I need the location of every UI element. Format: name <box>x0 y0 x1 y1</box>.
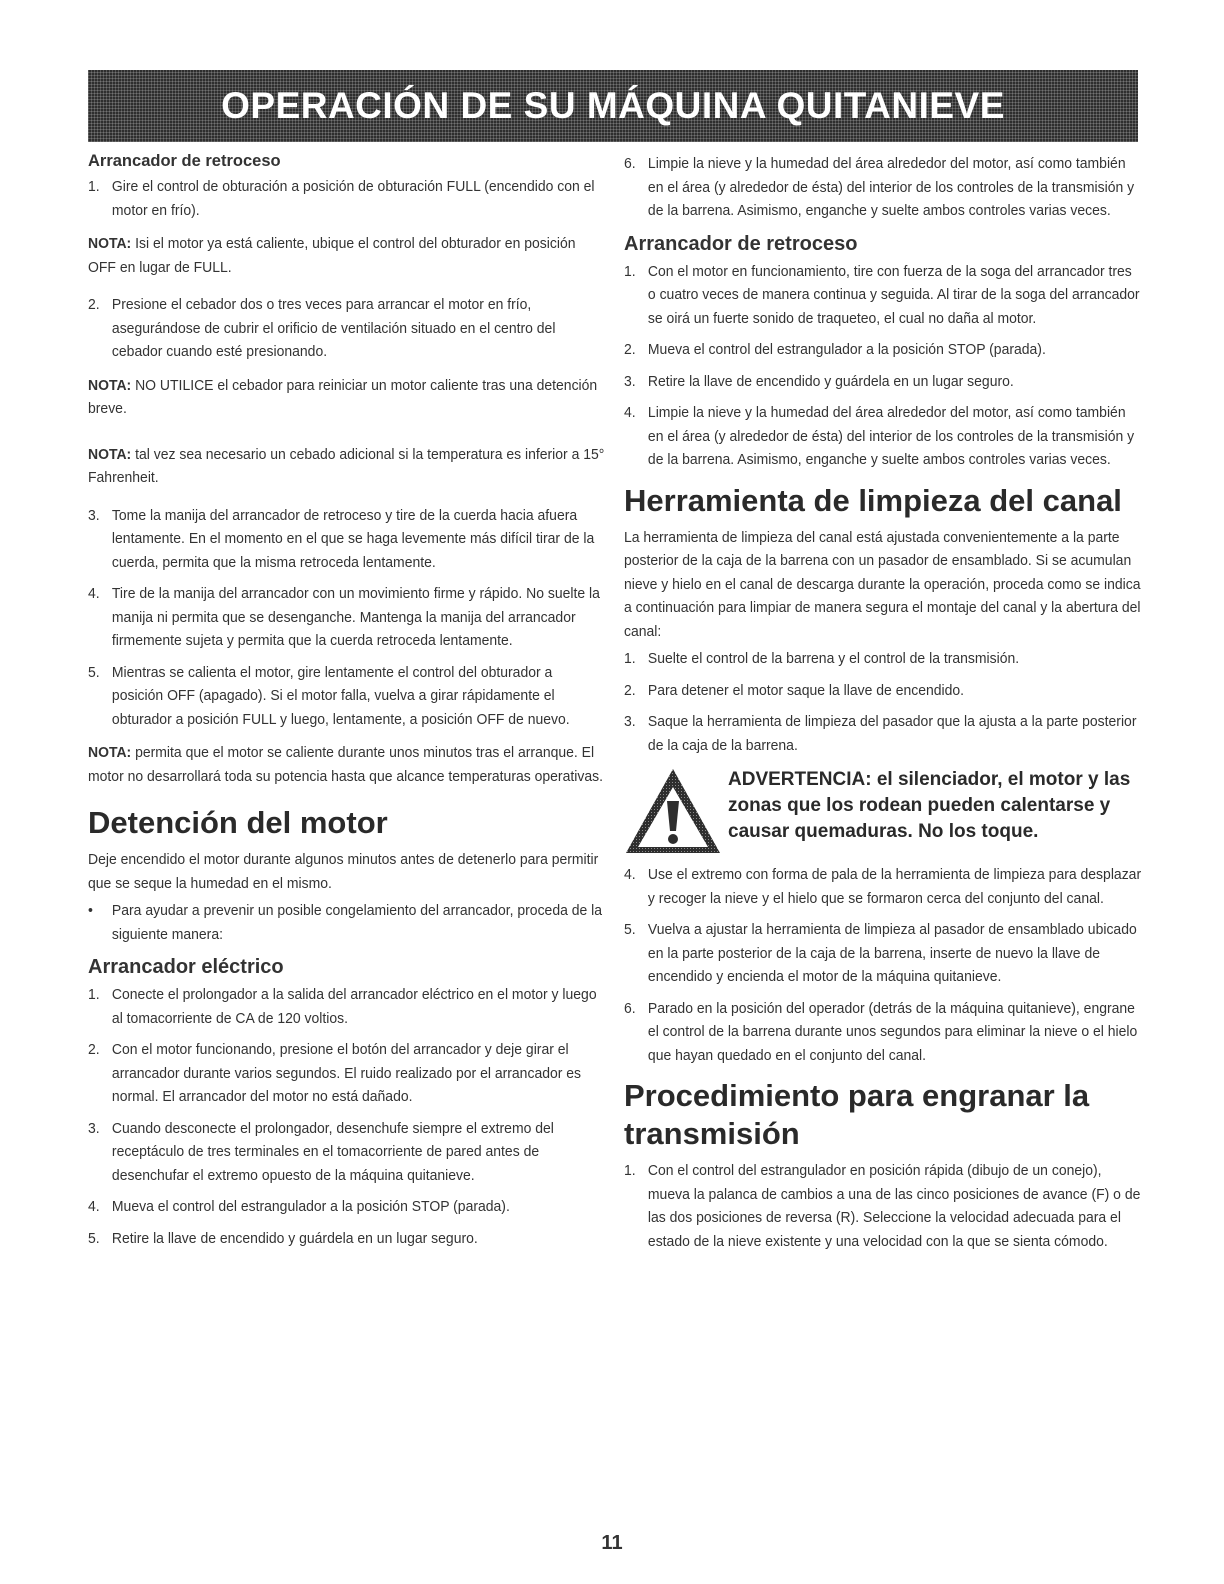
left-column <box>88 152 606 1260</box>
list-item: 4. Limpie la nieve y la humedad del área alrededor del motor, así como también en el área (y alrededor de ésta) del interior de los controles de la transmisión y de la barrena. Asimismo, enganche y suelte ambos controles varias veces. <box>624 404 1135 468</box>
list-item: 2. Presione el cebador dos o tres veces para arrancar el motor en frío, asegurándose de cubrir el orificio de ventilación situado en el centro del cebador cuando esté presionando. <box>88 296 556 360</box>
warning-text: ADVERTENCIA: el silenciador, el motor y las zonas que los rodean pueden calentarse y causar quemaduras. No los toque. <box>728 769 1131 842</box>
list-item: 4. Use el extremo con forma de pala de la herramienta de limpieza para desplazar y recoger la nieve y el hielo que se formaron cerca del conjunto del canal. <box>624 866 1142 907</box>
list-item: 3. Saque la herramienta de limpieza del pasador que la ajusta a la parte posterior de la caja de la barrena. <box>624 713 1137 754</box>
chute-clean-heading: Herramienta de limpieza del canal <box>624 482 1122 518</box>
list-item: 6. Limpie la nieve y la humedad del área alrededor del motor, así como también en el área (y alrededor de ésta) del interior de los controles de la transmisión y de la barrena. Asimismo, enganche y suelte ambos controles varias veces. <box>624 155 1135 219</box>
recoil-steps-2 <box>624 260 1143 472</box>
drive-engage-heading: Procedimiento para engranar la transmisión <box>624 1078 1090 1151</box>
recoil-starter-heading: Arrancador de retroceso <box>88 152 281 170</box>
list-item: 3. Tome la manija del arrancador de retroceso y tire de la cuerda hacia afuera lentamente. En el momento en el que se haga levemente más difícil tirar de la cuerda, permita que la misma retroceda lentamente. <box>88 506 595 571</box>
list-item: 1. Con el motor en funcionamiento, tire con fuerza de la soga del arrancador tres o cuatro veces de manera continua y seguida. Al tirar de la soga del arrancador se oirá un fuerte sonido de traqueteo, el cual no daña al motor. <box>624 262 1140 327</box>
list-item: 1. Gire el control de obturación a posición de obturación FULL (encendido con el motor en frío). <box>88 178 595 219</box>
electric-starter-heading: Arrancador eléctrico <box>88 956 284 978</box>
engine-stop-heading: Detención del motor <box>88 805 388 840</box>
recoil-steps-a <box>88 175 605 222</box>
page-title: OPERACIÓN DE SU MÁQUINA QUITANIEVE <box>221 85 1005 126</box>
note: NOTA: tal vez sea necesario un cebado adicional si la temperatura es inferior a 15° Fahrenheit. <box>88 445 605 486</box>
recoil-starter-body-2 <box>624 260 1143 472</box>
list-item: 5. Vuelva a ajustar la herramienta de limpieza al pasador de ensamblado ubicado en la parte posterior de la caja de la barrena, inserte de nuevo la llave de encendido y encienda el motor de la máquina quitanieve. <box>624 921 1137 985</box>
list-item: 2. Con el motor funcionando, presione el botón del arrancador y deje girar el arrancador durante varios segundos. El ruido realizado por el arrancador es normal. El arrancador del motor no está dañado. <box>88 1041 582 1105</box>
list-item: 3. Cuando desconecte el prolongador, desenchufe siempre el extremo del receptáculo de tres terminales en el tomacorriente de pared antes de desenchufar el extremo opuesto de la máquina quitanieve. <box>88 1119 554 1184</box>
drive-steps <box>624 1159 1143 1253</box>
list-item: • Para ayudar a prevenir un posible congelamiento del arrancador, proceda de la siguiente manera: <box>88 902 603 943</box>
clean-steps-b <box>624 863 1143 1067</box>
engine-stop-body <box>88 848 605 946</box>
recoil-steps-b <box>88 293 605 364</box>
chute-clean-body-b <box>624 863 1143 1067</box>
electric-starter-body <box>88 983 605 1250</box>
section-banner <box>88 70 1138 142</box>
warning-triangle-icon <box>624 767 722 855</box>
warning-box <box>624 767 1144 855</box>
list-item: 2. Para detener el motor saque la llave de encendido. <box>624 681 965 699</box>
list-item: 5. Mientras se calienta el motor, gire lentamente el control del obturador a posición OFF (apagado). Si el motor falla, vuelva a girar rápidamente el obturador a posición FULL y luego, lentamente, a posición OFF de nuevo. <box>88 663 570 728</box>
chute-clean-body <box>624 526 1143 758</box>
list-item: 1. Conecte el prolongador a la salida del arrancador eléctrico en el motor y luego al tomacorriente de CA de 120 voltios. <box>88 986 597 1027</box>
paragraph: La herramienta de limpieza del canal está ajustada convenientemente a la parte posterior de la caja de la barrena con un pasador de ensamblado. Si se acumulan nieve y hielo en el canal de descarga durante la operación, proceda como se indica a continuación para limpiar de manera segura el montaje del canal y la abertura del canal: <box>624 528 1141 640</box>
list-item: 4. Tire de la manija del arrancador con un movimiento firme y rápido. No suelte la manija ni permita que se desenganche. Mantenga la manija del arrancador firmemente sujeta y permita que la cuerda retroceda lentamente. <box>88 585 600 649</box>
list-item: 1. Con el control del estrangulador en posición rápida (dibujo de un conejo), mueva la palanca de cambios a una de las cinco posiciones de avance (F) o de las dos posiciones de reversa (R). Seleccione la velocidad adecuada para el estado de la nieve existente y una velocidad con la que se sienta cómodo. <box>624 1162 1141 1250</box>
list-item: 3. Retire la llave de encendido y guárdela en un lugar seguro. <box>624 372 1014 390</box>
recoil-starter-body <box>88 175 605 788</box>
list-item: 5. Retire la llave de encendido y guárdela en un lugar seguro. <box>88 1229 478 1247</box>
note: NOTA: Isi el motor ya está caliente, ubique el control del obturador en posición OFF en lugar de FULL. <box>88 235 576 276</box>
electric-steps <box>88 983 605 1250</box>
list-item: 2. Mueva el control del estrangulador a la posición STOP (parada). <box>624 341 1046 358</box>
recoil-starter-heading-2: Arrancador de retroceso <box>624 232 858 255</box>
drive-engage-body <box>624 1159 1143 1253</box>
list-item: 1. Suelte el control de la barrena y el control de la transmisión. <box>624 650 1020 667</box>
page-number: 11 <box>601 1532 623 1554</box>
recoil-steps-c <box>88 504 605 732</box>
steps-continued <box>624 152 1143 223</box>
list-item: 6. Parado en la posición del operador (detrás de la máquina quitanieve), engrane el control de la barrena durante unos segundos para eliminar la nieve o el hielo que hayan quedado en el conjunto del canal. <box>624 999 1138 1064</box>
right-column <box>624 152 1144 1263</box>
list-item: 4. Mueva el control del estrangulador a la posición STOP (parada). <box>88 1198 510 1215</box>
note: NOTA: permita que el motor se caliente durante unos minutos tras el arranque. El motor no desarrollará toda su potencia hasta que alcance temperaturas operativas. <box>88 744 603 785</box>
continued-step <box>624 152 1143 223</box>
note: NOTA: NO UTILICE el cebador para reiniciar un motor caliente tras una detención breve. <box>88 376 598 417</box>
bullet-list <box>88 899 605 946</box>
paragraph: Deje encendido el motor durante algunos minutos antes de detenerlo para permitir que se seque la humedad en el mismo. <box>88 851 599 892</box>
clean-steps-a <box>624 647 1143 757</box>
